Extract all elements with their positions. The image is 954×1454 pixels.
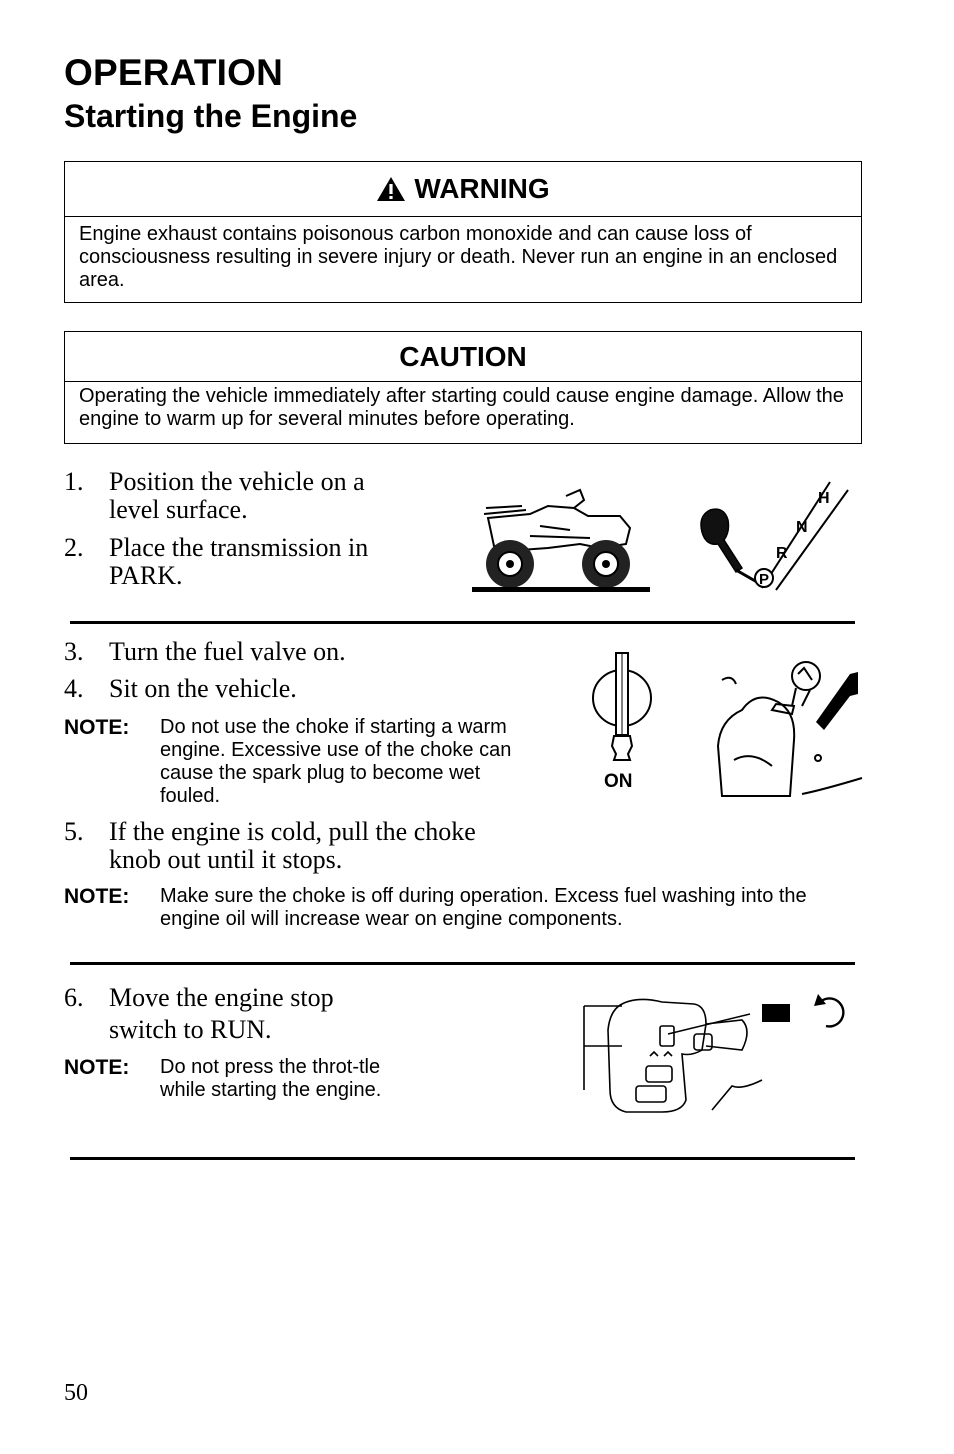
note-label: NOTE: [64, 885, 130, 908]
note-choke-warm [64, 716, 524, 810]
choke-knob-illustration [712, 650, 864, 800]
step-text: Sit on the vehicle. [109, 674, 297, 703]
step-number: 1. [64, 467, 84, 496]
step-number: 6. [64, 983, 84, 1012]
engine-stop-switch-illustration [582, 990, 862, 1120]
pull-arrow-icon [816, 672, 858, 730]
stop-symbol-icon [762, 1004, 790, 1022]
warning-title: WARNING [414, 173, 550, 204]
step-2 [64, 534, 404, 594]
gear-label-p: P [759, 571, 770, 588]
note-choke-off [64, 885, 864, 935]
section-divider [70, 962, 855, 965]
step-3 [64, 638, 524, 668]
warning-text: Engine exhaust contains poisonous carbon monoxide and can cause loss of consciousness resulting in severe injury or death. Never run an engine in an enclosed area. [79, 223, 838, 291]
gear-selector-illustration [690, 476, 860, 596]
note-throttle [64, 1056, 404, 1128]
step-number: 4. [64, 674, 84, 703]
step-1 [64, 468, 404, 528]
atv-rear-wheel [486, 540, 534, 588]
warning-header [65, 162, 861, 217]
caution-box [64, 331, 862, 444]
warning-triangle-icon [376, 176, 406, 202]
step-text: Turn the fuel valve on. [109, 637, 346, 666]
atv-illustration [470, 486, 654, 596]
page-title: Starting the Engine [64, 98, 358, 134]
step-4 [64, 675, 524, 705]
warning-box [64, 161, 862, 303]
caution-title: CAUTION [399, 340, 527, 372]
caution-header [65, 332, 861, 382]
gear-label-n: N [796, 519, 808, 536]
step-6 [64, 982, 394, 1052]
step-number: 3. [64, 637, 84, 666]
section-divider [70, 1157, 855, 1160]
step-text: Place the transmission in PARK. [109, 533, 369, 590]
gear-label-h: H [818, 490, 830, 507]
step-text: Move the engine stop switch to RUN. [109, 983, 334, 1044]
step-number: 2. [64, 533, 84, 562]
step-text: If the engine is cold, pull the choke knob out until it stops. [109, 817, 476, 874]
note-label: NOTE: [64, 716, 130, 739]
step-text: Position the vehicle on a level surface. [109, 467, 365, 524]
step-number: 5. [64, 817, 84, 846]
page-number: 50 [64, 1380, 88, 1406]
note-text: Do not press the throt-tle while starting the engine. [160, 1056, 382, 1101]
caution-text: Operating the vehicle immediately after starting could cause engine damage. Allow the engine to warm up for several minutes before operating. [79, 385, 844, 430]
gear-label-r: R [776, 545, 788, 562]
ground-line [472, 587, 650, 592]
step-5 [64, 818, 534, 878]
section-title: OPERATION [64, 52, 284, 93]
section-divider [70, 621, 855, 624]
run-symbol-icon [814, 994, 843, 1026]
fuel-valve-on-label: ON [604, 771, 633, 792]
note-label: NOTE: [64, 1056, 130, 1079]
note-text: Make sure the choke is off during operation. Excess fuel washing into the engine oil will increase wear on engine components. [160, 885, 807, 930]
note-text: Do not use the choke if starting a warm engine. Excessive use of the choke can cause the spark plug to become wet fouled. [160, 716, 512, 807]
atv-front-wheel [582, 540, 630, 588]
fuel-valve-illustration [588, 650, 658, 796]
